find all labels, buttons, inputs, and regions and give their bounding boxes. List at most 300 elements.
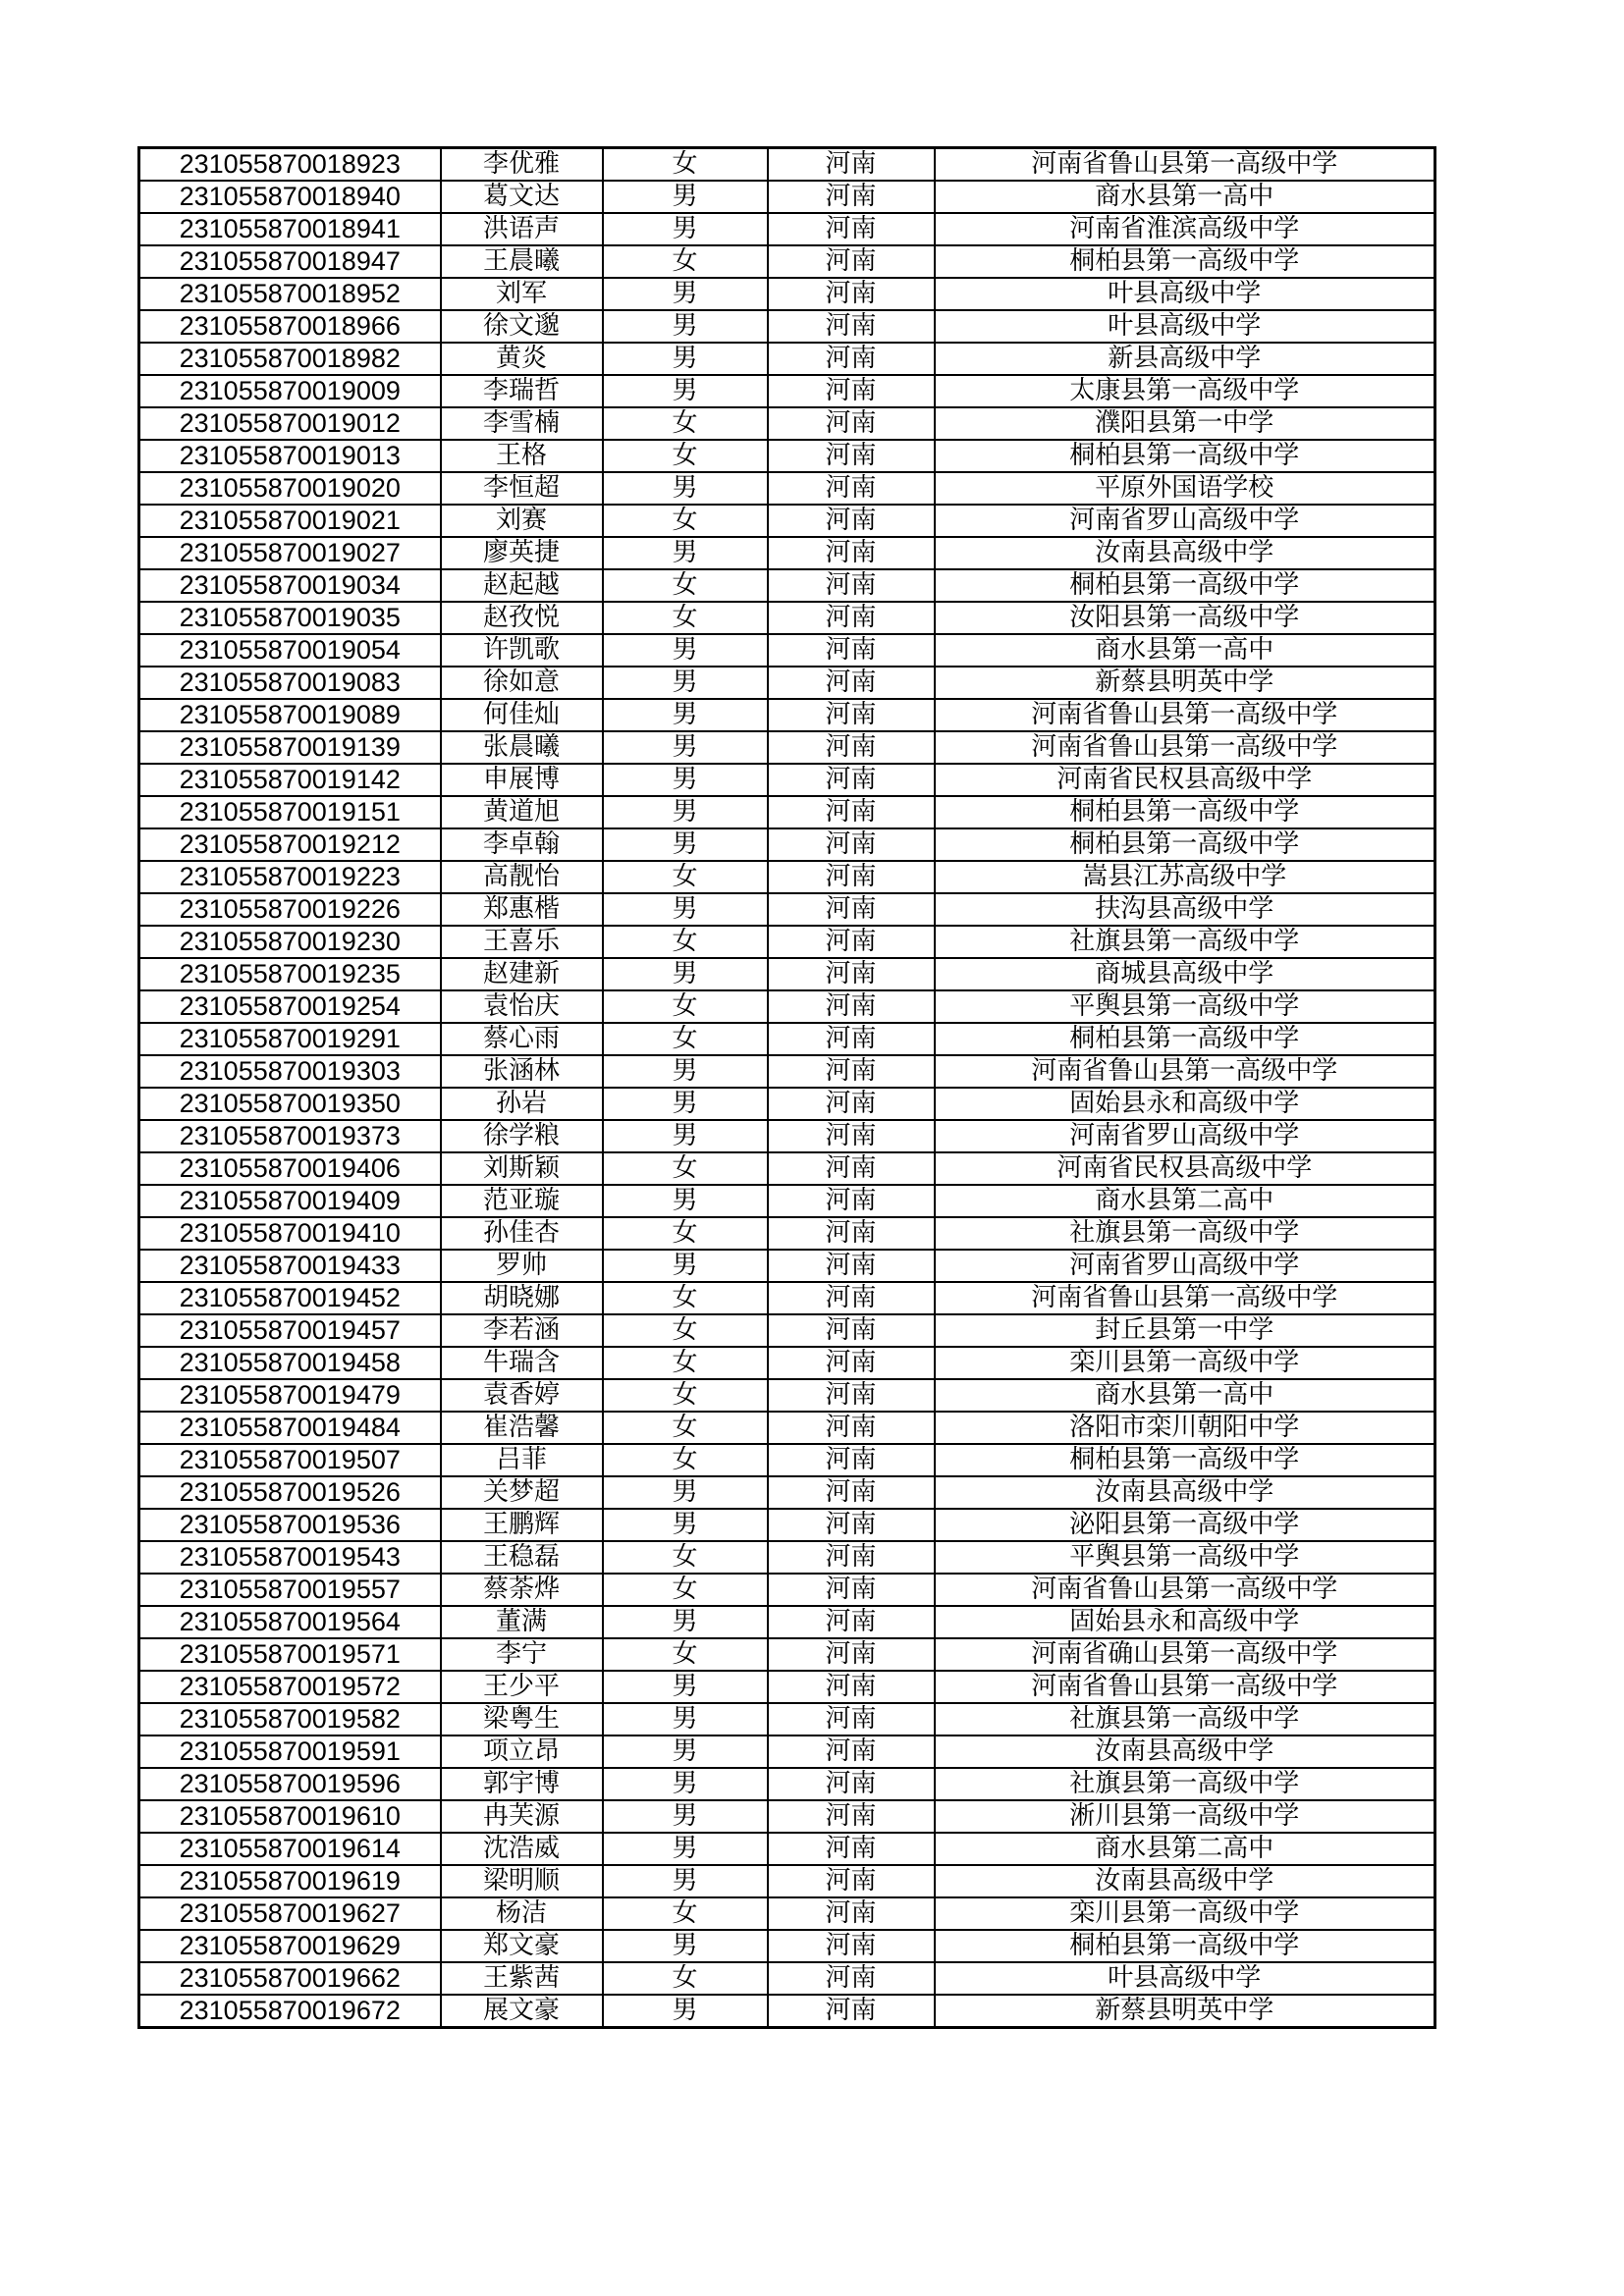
name-cell: 赵建新 [441, 958, 603, 990]
school-cell: 商水县第二高中 [935, 1185, 1435, 1217]
table-row [139, 1638, 1435, 1671]
school-cell: 商水县第一高中 [935, 1379, 1435, 1412]
name-cell: 王少平 [441, 1671, 603, 1703]
school-cell: 固始县永和高级中学 [935, 1088, 1435, 1120]
province-cell: 河南 [768, 537, 935, 569]
gender-cell: 女 [603, 1638, 768, 1671]
exam-id-cell: 231055870019619 [139, 1865, 441, 1897]
name-cell: 徐文邈 [441, 310, 603, 343]
table-row [139, 796, 1435, 828]
school-cell: 平舆县第一高级中学 [935, 1541, 1435, 1574]
table-row [139, 569, 1435, 602]
table-row [139, 1606, 1435, 1638]
table-row [139, 1444, 1435, 1476]
table-row [139, 699, 1435, 731]
exam-id-cell: 231055870019629 [139, 1930, 441, 1962]
name-cell: 展文豪 [441, 1995, 603, 2028]
school-cell: 商水县第二高中 [935, 1833, 1435, 1865]
student-list-table [137, 146, 1436, 2029]
school-cell: 河南省鲁山县第一高级中学 [935, 1671, 1435, 1703]
school-cell: 平原外国语学校 [935, 472, 1435, 505]
school-cell: 河南省民权县高级中学 [935, 1152, 1435, 1185]
exam-id-cell: 231055870019212 [139, 828, 441, 861]
school-cell: 河南省确山县第一高级中学 [935, 1638, 1435, 1671]
table-row [139, 1023, 1435, 1055]
table-row [139, 213, 1435, 245]
province-cell: 河南 [768, 1962, 935, 1995]
gender-cell: 男 [603, 667, 768, 699]
gender-cell: 男 [603, 1120, 768, 1152]
table-row [139, 764, 1435, 796]
exam-id-cell: 231055870019034 [139, 569, 441, 602]
table-row [139, 990, 1435, 1023]
name-cell: 洪语声 [441, 213, 603, 245]
table-row [139, 537, 1435, 569]
gender-cell: 女 [603, 407, 768, 440]
gender-cell: 男 [603, 1800, 768, 1833]
province-cell: 河南 [768, 634, 935, 667]
province-cell: 河南 [768, 472, 935, 505]
province-cell: 河南 [768, 926, 935, 958]
table-row [139, 1541, 1435, 1574]
name-cell: 张涵林 [441, 1055, 603, 1088]
exam-id-cell: 231055870019433 [139, 1250, 441, 1282]
name-cell: 郭宇博 [441, 1768, 603, 1800]
table-row [139, 861, 1435, 893]
name-cell: 崔浩馨 [441, 1412, 603, 1444]
table-row [139, 1055, 1435, 1088]
school-cell: 新蔡县明英中学 [935, 667, 1435, 699]
name-cell: 牛瑞含 [441, 1347, 603, 1379]
school-cell: 社旗县第一高级中学 [935, 1768, 1435, 1800]
name-cell: 杨洁 [441, 1897, 603, 1930]
province-cell: 河南 [768, 1930, 935, 1962]
exam-id-cell: 231055870018923 [139, 148, 441, 182]
name-cell: 李优雅 [441, 148, 603, 182]
province-cell: 河南 [768, 278, 935, 310]
school-cell: 平舆县第一高级中学 [935, 990, 1435, 1023]
table-body [139, 148, 1435, 2028]
province-cell: 河南 [768, 1152, 935, 1185]
exam-id-cell: 231055870018941 [139, 213, 441, 245]
gender-cell: 男 [603, 1703, 768, 1735]
province-cell: 河南 [768, 764, 935, 796]
gender-cell: 女 [603, 440, 768, 472]
name-cell: 刘斯颖 [441, 1152, 603, 1185]
gender-cell: 男 [603, 1509, 768, 1541]
exam-id-cell: 231055870019596 [139, 1768, 441, 1800]
name-cell: 王稳磊 [441, 1541, 603, 1574]
school-cell: 河南省鲁山县第一高级中学 [935, 699, 1435, 731]
table-row [139, 1088, 1435, 1120]
gender-cell: 女 [603, 245, 768, 278]
exam-id-cell: 231055870019054 [139, 634, 441, 667]
exam-id-cell: 231055870019230 [139, 926, 441, 958]
name-cell: 梁明顺 [441, 1865, 603, 1897]
school-cell: 新蔡县明英中学 [935, 1995, 1435, 2028]
gender-cell: 男 [603, 278, 768, 310]
table-row [139, 1282, 1435, 1314]
name-cell: 王格 [441, 440, 603, 472]
gender-cell: 女 [603, 602, 768, 634]
province-cell: 河南 [768, 1638, 935, 1671]
name-cell: 郑文豪 [441, 1930, 603, 1962]
name-cell: 冉芙源 [441, 1800, 603, 1833]
school-cell: 河南省罗山高级中学 [935, 505, 1435, 537]
gender-cell: 男 [603, 1671, 768, 1703]
school-cell: 封丘县第一中学 [935, 1314, 1435, 1347]
school-cell: 洛阳市栾川朝阳中学 [935, 1412, 1435, 1444]
province-cell: 河南 [768, 1865, 935, 1897]
table-row [139, 602, 1435, 634]
gender-cell: 男 [603, 1995, 768, 2028]
gender-cell: 女 [603, 1574, 768, 1606]
province-cell: 河南 [768, 958, 935, 990]
exam-id-cell: 231055870019406 [139, 1152, 441, 1185]
name-cell: 李瑞哲 [441, 375, 603, 407]
table-row [139, 148, 1435, 182]
exam-id-cell: 231055870019089 [139, 699, 441, 731]
name-cell: 刘军 [441, 278, 603, 310]
province-cell: 河南 [768, 667, 935, 699]
exam-id-cell: 231055870019457 [139, 1314, 441, 1347]
gender-cell: 女 [603, 1347, 768, 1379]
table-row [139, 1671, 1435, 1703]
exam-id-cell: 231055870019012 [139, 407, 441, 440]
school-cell: 栾川县第一高级中学 [935, 1347, 1435, 1379]
province-cell: 河南 [768, 1476, 935, 1509]
name-cell: 关梦超 [441, 1476, 603, 1509]
exam-id-cell: 231055870019223 [139, 861, 441, 893]
province-cell: 河南 [768, 343, 935, 375]
table-row [139, 667, 1435, 699]
gender-cell: 男 [603, 1606, 768, 1638]
exam-id-cell: 231055870018966 [139, 310, 441, 343]
name-cell: 徐如意 [441, 667, 603, 699]
school-cell: 濮阳县第一中学 [935, 407, 1435, 440]
gender-cell: 女 [603, 1282, 768, 1314]
gender-cell: 女 [603, 1023, 768, 1055]
province-cell: 河南 [768, 1055, 935, 1088]
school-cell: 河南省鲁山县第一高级中学 [935, 731, 1435, 764]
exam-id-cell: 231055870019610 [139, 1800, 441, 1833]
province-cell: 河南 [768, 213, 935, 245]
table-row [139, 375, 1435, 407]
province-cell: 河南 [768, 731, 935, 764]
name-cell: 高靓怡 [441, 861, 603, 893]
province-cell: 河南 [768, 1541, 935, 1574]
school-cell: 叶县高级中学 [935, 310, 1435, 343]
province-cell: 河南 [768, 861, 935, 893]
table-row [139, 1152, 1435, 1185]
gender-cell: 男 [603, 828, 768, 861]
province-cell: 河南 [768, 1023, 935, 1055]
gender-cell: 男 [603, 731, 768, 764]
table-row [139, 1962, 1435, 1995]
school-cell: 河南省鲁山县第一高级中学 [935, 1055, 1435, 1088]
name-cell: 黄炎 [441, 343, 603, 375]
name-cell: 王晨曦 [441, 245, 603, 278]
school-cell: 固始县永和高级中学 [935, 1606, 1435, 1638]
table-row [139, 505, 1435, 537]
name-cell: 张晨曦 [441, 731, 603, 764]
table-row [139, 828, 1435, 861]
name-cell: 黄道旭 [441, 796, 603, 828]
school-cell: 栾川县第一高级中学 [935, 1897, 1435, 1930]
province-cell: 河南 [768, 1314, 935, 1347]
name-cell: 郑惠楷 [441, 893, 603, 926]
province-cell: 河南 [768, 407, 935, 440]
name-cell: 王鹏辉 [441, 1509, 603, 1541]
school-cell: 叶县高级中学 [935, 1962, 1435, 1995]
gender-cell: 男 [603, 213, 768, 245]
province-cell: 河南 [768, 1671, 935, 1703]
school-cell: 叶县高级中学 [935, 278, 1435, 310]
province-cell: 河南 [768, 1509, 935, 1541]
exam-id-cell: 231055870019409 [139, 1185, 441, 1217]
exam-id-cell: 231055870019139 [139, 731, 441, 764]
table-row [139, 926, 1435, 958]
name-cell: 许凯歌 [441, 634, 603, 667]
name-cell: 梁粤生 [441, 1703, 603, 1735]
name-cell: 申展博 [441, 764, 603, 796]
name-cell: 沈浩威 [441, 1833, 603, 1865]
name-cell: 廖英捷 [441, 537, 603, 569]
name-cell: 袁怡庆 [441, 990, 603, 1023]
gender-cell: 女 [603, 1314, 768, 1347]
table-row [139, 310, 1435, 343]
gender-cell: 男 [603, 472, 768, 505]
table-row [139, 1995, 1435, 2028]
gender-cell: 男 [603, 1476, 768, 1509]
name-cell: 徐学粮 [441, 1120, 603, 1152]
exam-id-cell: 231055870019526 [139, 1476, 441, 1509]
table-row [139, 1185, 1435, 1217]
province-cell: 河南 [768, 1412, 935, 1444]
school-cell: 桐柏县第一高级中学 [935, 440, 1435, 472]
gender-cell: 女 [603, 990, 768, 1023]
exam-id-cell: 231055870019021 [139, 505, 441, 537]
gender-cell: 女 [603, 1379, 768, 1412]
name-cell: 王紫茜 [441, 1962, 603, 1995]
school-cell: 太康县第一高级中学 [935, 375, 1435, 407]
table-row [139, 1217, 1435, 1250]
name-cell: 李卓翰 [441, 828, 603, 861]
province-cell: 河南 [768, 1217, 935, 1250]
table-row [139, 1314, 1435, 1347]
name-cell: 吕菲 [441, 1444, 603, 1476]
school-cell: 汝南县高级中学 [935, 1476, 1435, 1509]
name-cell: 赵孜悦 [441, 602, 603, 634]
exam-id-cell: 231055870019536 [139, 1509, 441, 1541]
name-cell: 蔡心雨 [441, 1023, 603, 1055]
province-cell: 河南 [768, 1800, 935, 1833]
table-row [139, 407, 1435, 440]
school-cell: 汝南县高级中学 [935, 537, 1435, 569]
exam-id-cell: 231055870019291 [139, 1023, 441, 1055]
exam-id-cell: 231055870019452 [139, 1282, 441, 1314]
school-cell: 商水县第一高中 [935, 634, 1435, 667]
name-cell: 孙佳杏 [441, 1217, 603, 1250]
table-row [139, 1574, 1435, 1606]
school-cell: 商水县第一高中 [935, 181, 1435, 213]
school-cell: 泌阳县第一高级中学 [935, 1509, 1435, 1541]
table-row [139, 181, 1435, 213]
exam-id-cell: 231055870018982 [139, 343, 441, 375]
table-row [139, 1412, 1435, 1444]
gender-cell: 男 [603, 1833, 768, 1865]
province-cell: 河南 [768, 310, 935, 343]
table-row [139, 1509, 1435, 1541]
table-row [139, 1800, 1435, 1833]
name-cell: 袁香婷 [441, 1379, 603, 1412]
school-cell: 河南省罗山高级中学 [935, 1250, 1435, 1282]
name-cell: 李宁 [441, 1638, 603, 1671]
province-cell: 河南 [768, 1735, 935, 1768]
exam-id-cell: 231055870019009 [139, 375, 441, 407]
exam-id-cell: 231055870019564 [139, 1606, 441, 1638]
province-cell: 河南 [768, 893, 935, 926]
province-cell: 河南 [768, 1250, 935, 1282]
school-cell: 河南省鲁山县第一高级中学 [935, 148, 1435, 182]
name-cell: 范亚璇 [441, 1185, 603, 1217]
exam-id-cell: 231055870019582 [139, 1703, 441, 1735]
province-cell: 河南 [768, 569, 935, 602]
exam-id-cell: 231055870019484 [139, 1412, 441, 1444]
exam-id-cell: 231055870019350 [139, 1088, 441, 1120]
gender-cell: 男 [603, 1930, 768, 1962]
province-cell: 河南 [768, 1995, 935, 2028]
exam-id-cell: 231055870019235 [139, 958, 441, 990]
table-row [139, 1703, 1435, 1735]
gender-cell: 男 [603, 1768, 768, 1800]
gender-cell: 男 [603, 343, 768, 375]
school-cell: 社旗县第一高级中学 [935, 1217, 1435, 1250]
gender-cell: 男 [603, 893, 768, 926]
school-cell: 桐柏县第一高级中学 [935, 796, 1435, 828]
gender-cell: 男 [603, 699, 768, 731]
table-row [139, 1347, 1435, 1379]
gender-cell: 女 [603, 1897, 768, 1930]
province-cell: 河南 [768, 1768, 935, 1800]
table-row [139, 1930, 1435, 1962]
exam-id-cell: 231055870019479 [139, 1379, 441, 1412]
school-cell: 桐柏县第一高级中学 [935, 245, 1435, 278]
province-cell: 河南 [768, 1120, 935, 1152]
gender-cell: 女 [603, 1217, 768, 1250]
school-cell: 河南省鲁山县第一高级中学 [935, 1282, 1435, 1314]
table-row [139, 278, 1435, 310]
name-cell: 项立昂 [441, 1735, 603, 1768]
exam-id-cell: 231055870019572 [139, 1671, 441, 1703]
province-cell: 河南 [768, 1703, 935, 1735]
table-row [139, 1735, 1435, 1768]
province-cell: 河南 [768, 148, 935, 182]
school-cell: 桐柏县第一高级中学 [935, 1444, 1435, 1476]
exam-id-cell: 231055870019027 [139, 537, 441, 569]
school-cell: 汝南县高级中学 [935, 1865, 1435, 1897]
school-cell: 汝南县高级中学 [935, 1735, 1435, 1768]
school-cell: 淅川县第一高级中学 [935, 1800, 1435, 1833]
province-cell: 河南 [768, 699, 935, 731]
gender-cell: 女 [603, 1152, 768, 1185]
exam-id-cell: 231055870019083 [139, 667, 441, 699]
table-row [139, 1833, 1435, 1865]
name-cell: 刘赛 [441, 505, 603, 537]
exam-id-cell: 231055870018947 [139, 245, 441, 278]
gender-cell: 女 [603, 569, 768, 602]
name-cell: 胡晓娜 [441, 1282, 603, 1314]
province-cell: 河南 [768, 1833, 935, 1865]
exam-id-cell: 231055870019226 [139, 893, 441, 926]
school-cell: 河南省鲁山县第一高级中学 [935, 1574, 1435, 1606]
exam-id-cell: 231055870019254 [139, 990, 441, 1023]
exam-id-cell: 231055870019303 [139, 1055, 441, 1088]
gender-cell: 女 [603, 505, 768, 537]
table-row [139, 440, 1435, 472]
table-row [139, 1768, 1435, 1800]
table-row [139, 1897, 1435, 1930]
exam-id-cell: 231055870019013 [139, 440, 441, 472]
province-cell: 河南 [768, 1379, 935, 1412]
exam-id-cell: 231055870019507 [139, 1444, 441, 1476]
province-cell: 河南 [768, 1444, 935, 1476]
school-cell: 商城县高级中学 [935, 958, 1435, 990]
province-cell: 河南 [768, 1282, 935, 1314]
name-cell: 王喜乐 [441, 926, 603, 958]
school-cell: 社旗县第一高级中学 [935, 1703, 1435, 1735]
table-row [139, 472, 1435, 505]
province-cell: 河南 [768, 1185, 935, 1217]
gender-cell: 女 [603, 1444, 768, 1476]
school-cell: 嵩县江苏高级中学 [935, 861, 1435, 893]
school-cell: 扶沟县高级中学 [935, 893, 1435, 926]
exam-id-cell: 231055870019373 [139, 1120, 441, 1152]
gender-cell: 男 [603, 181, 768, 213]
exam-id-cell: 231055870019614 [139, 1833, 441, 1865]
name-cell: 董满 [441, 1606, 603, 1638]
province-cell: 河南 [768, 1606, 935, 1638]
name-cell: 罗帅 [441, 1250, 603, 1282]
province-cell: 河南 [768, 375, 935, 407]
exam-id-cell: 231055870018952 [139, 278, 441, 310]
gender-cell: 女 [603, 1541, 768, 1574]
province-cell: 河南 [768, 181, 935, 213]
gender-cell: 男 [603, 1735, 768, 1768]
gender-cell: 女 [603, 1412, 768, 1444]
table-row [139, 1476, 1435, 1509]
name-cell: 李若涵 [441, 1314, 603, 1347]
gender-cell: 男 [603, 796, 768, 828]
exam-id-cell: 231055870019543 [139, 1541, 441, 1574]
exam-id-cell: 231055870019627 [139, 1897, 441, 1930]
exam-id-cell: 231055870019458 [139, 1347, 441, 1379]
gender-cell: 男 [603, 375, 768, 407]
gender-cell: 女 [603, 148, 768, 182]
exam-id-cell: 231055870019020 [139, 472, 441, 505]
school-cell: 桐柏县第一高级中学 [935, 1930, 1435, 1962]
school-cell: 河南省民权县高级中学 [935, 764, 1435, 796]
name-cell: 孙岩 [441, 1088, 603, 1120]
table-row [139, 343, 1435, 375]
school-cell: 新县高级中学 [935, 343, 1435, 375]
province-cell: 河南 [768, 1347, 935, 1379]
school-cell: 桐柏县第一高级中学 [935, 569, 1435, 602]
school-cell: 社旗县第一高级中学 [935, 926, 1435, 958]
table-row [139, 1120, 1435, 1152]
gender-cell: 男 [603, 310, 768, 343]
name-cell: 蔡荼烨 [441, 1574, 603, 1606]
